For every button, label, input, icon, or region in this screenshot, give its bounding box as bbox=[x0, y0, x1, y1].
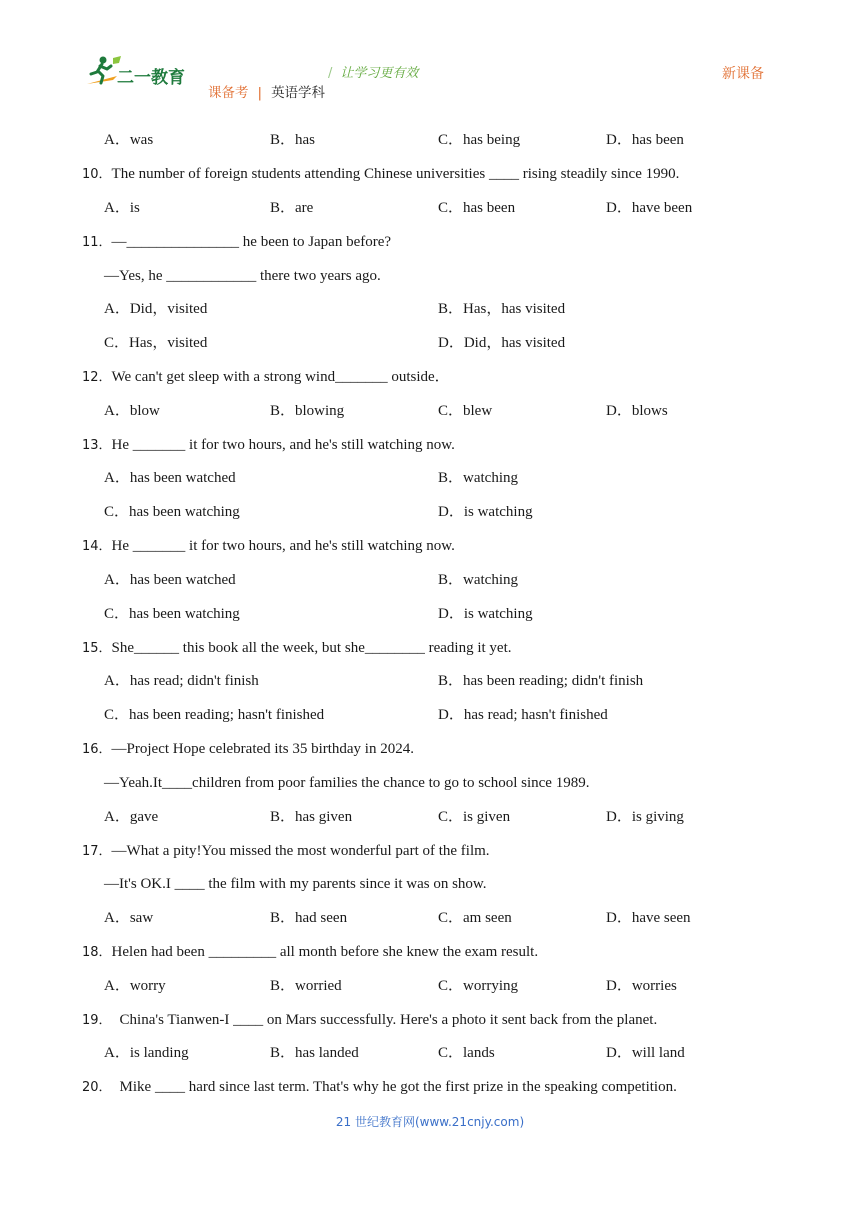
option-a: A．has read; didn't finish bbox=[104, 673, 259, 689]
question-number: 14． bbox=[82, 539, 112, 554]
question-text-line2: —Yes, he ____________ there two years ago. bbox=[104, 268, 381, 284]
option-d: D．is watching bbox=[438, 504, 533, 520]
option-c: C．am seen bbox=[438, 910, 512, 926]
slogan bbox=[328, 62, 418, 81]
question-number: 19． bbox=[82, 1013, 112, 1028]
question-text: She______ this book all the week, but she________ reading it yet. bbox=[111, 640, 512, 656]
option-b: B．are bbox=[270, 200, 314, 216]
question-stem bbox=[82, 165, 679, 184]
question-number: 11． bbox=[82, 235, 112, 250]
logo bbox=[83, 54, 193, 90]
option-d: D．will land bbox=[606, 1045, 685, 1061]
prep-label: 课备考 bbox=[208, 85, 249, 101]
option-b: B．blowing bbox=[270, 403, 345, 419]
question-text-line2: —It's OK.I ____ the film with my parents since it was on show. bbox=[104, 876, 487, 892]
question-stem bbox=[82, 842, 490, 861]
option-d: D．is giving bbox=[606, 809, 684, 825]
option-d: D．has been bbox=[606, 132, 684, 148]
question-stem bbox=[82, 1011, 657, 1030]
option-d: D．worries bbox=[606, 978, 677, 994]
option-b: B．had seen bbox=[270, 910, 348, 926]
option-a: A．has been watched bbox=[104, 572, 236, 588]
question-text-line2: —Yeah.It____children from poor families the chance to go to school since 1989. bbox=[104, 775, 590, 791]
option-a: A．has been watched bbox=[104, 470, 236, 486]
option-b: B．has given bbox=[270, 809, 353, 825]
option-c: C．has been watching bbox=[104, 606, 240, 622]
subject-label: 英语学科 bbox=[271, 85, 326, 101]
question-stem bbox=[82, 1078, 677, 1097]
option-b: B．has bbox=[270, 132, 316, 148]
footer-link[interactable]: 21 世纪教育网(www.21cnjy.com) bbox=[335, 1115, 525, 1129]
option-c: C．has been watching bbox=[104, 504, 240, 520]
question-text: —Project Hope celebrated its 35 birthday in 2024. bbox=[111, 741, 414, 757]
option-a: A．is landing bbox=[104, 1045, 189, 1061]
option-a: A．gave bbox=[104, 809, 159, 825]
question-stem bbox=[82, 943, 538, 962]
question-text: We can't get sleep with a strong wind_______ outside． bbox=[111, 369, 450, 385]
option-c: C．Has，visited bbox=[104, 335, 208, 351]
question-stem bbox=[82, 436, 455, 455]
option-b: B．Has，has visited bbox=[438, 301, 566, 317]
question-text: —What a pity!You missed the most wonderful part of the film. bbox=[111, 843, 490, 859]
option-a: A．blow bbox=[104, 403, 160, 419]
question-number: 16． bbox=[82, 742, 112, 757]
question-text: He _______ it for two hours, and he's still watching now. bbox=[111, 538, 455, 554]
option-a: A．was bbox=[104, 132, 154, 148]
question-stem bbox=[82, 537, 455, 556]
question-number: 20． bbox=[82, 1080, 112, 1095]
option-b: B．worried bbox=[270, 978, 342, 994]
option-d: D．is watching bbox=[438, 606, 533, 622]
option-c: C．worrying bbox=[438, 978, 518, 994]
slogan-text: 让学习更有效 bbox=[340, 66, 419, 81]
option-d: D．blows bbox=[606, 403, 668, 419]
option-a: A．worry bbox=[104, 978, 166, 994]
question-text: China's Tianwen-I ____ on Mars successfully. Here's a photo it sent back from the planet. bbox=[119, 1012, 658, 1028]
option-c: C．has been bbox=[438, 200, 516, 216]
option-b: B．has been reading; didn't finish bbox=[438, 673, 644, 689]
question-stem bbox=[82, 740, 414, 759]
option-d: D．have seen bbox=[606, 910, 691, 926]
option-b: B．has landed bbox=[270, 1045, 359, 1061]
header-separator: | bbox=[257, 85, 263, 101]
option-b: B．watching bbox=[438, 470, 518, 486]
question-number: 12． bbox=[82, 370, 112, 385]
option-c: C．is given bbox=[438, 809, 511, 825]
option-a: A．saw bbox=[104, 910, 154, 926]
slogan-slash: / bbox=[328, 66, 333, 81]
question-number: 18． bbox=[82, 945, 112, 960]
question-stem bbox=[82, 233, 391, 252]
question-stem bbox=[82, 368, 450, 387]
option-d: D．has read; hasn't finished bbox=[438, 707, 608, 723]
option-a: A．Did，visited bbox=[104, 301, 208, 317]
new-course-label: 新课备 bbox=[722, 66, 764, 82]
header-subtitle bbox=[208, 81, 325, 101]
question-number: 17． bbox=[82, 844, 112, 859]
question-number: 15． bbox=[82, 641, 112, 656]
question-text: —_______________ he been to Japan before? bbox=[111, 234, 392, 250]
option-c: C．has been reading; hasn't finished bbox=[104, 707, 325, 723]
question-number: 13． bbox=[82, 438, 112, 453]
option-a: A．is bbox=[104, 200, 140, 216]
option-b: B．watching bbox=[438, 572, 518, 588]
question-stem bbox=[82, 639, 512, 658]
question-text: The number of foreign students attending Chinese universities ____ rising steadily since 1990. bbox=[111, 166, 680, 182]
question-text: He _______ it for two hours, and he's still watching now. bbox=[111, 437, 455, 453]
question-text: Helen had been _________ all month before she knew the exam result. bbox=[111, 944, 539, 960]
option-d: D．Did，has visited bbox=[438, 335, 566, 351]
option-c: C．blew bbox=[438, 403, 493, 419]
question-text: Mike ____ hard since last term. That's why he got the first prize in the speaking competition. bbox=[119, 1079, 677, 1095]
question-number: 10． bbox=[82, 167, 112, 182]
logo-text: 二一教育 bbox=[117, 68, 185, 88]
option-d: D．have been bbox=[606, 200, 693, 216]
option-c: C．lands bbox=[438, 1045, 495, 1061]
option-c: C．has being bbox=[438, 132, 521, 148]
